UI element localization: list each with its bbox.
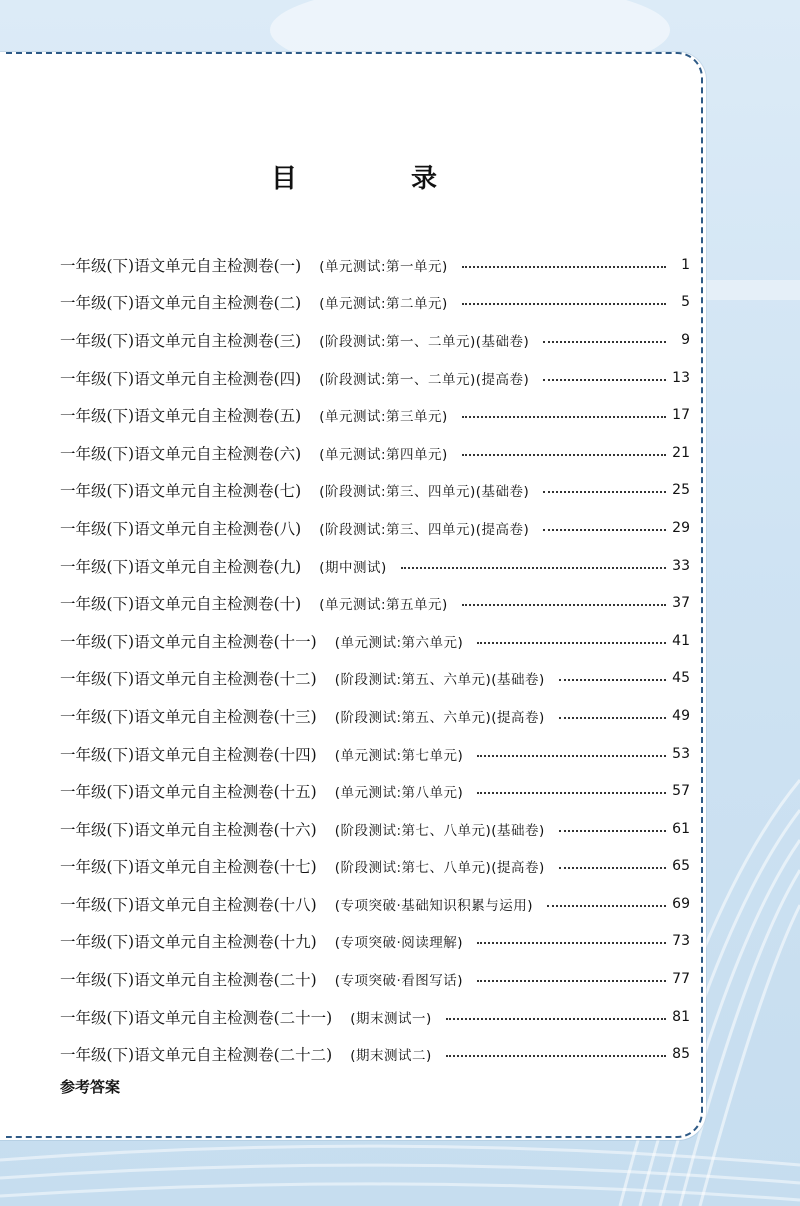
toc-entry[interactable] xyxy=(60,472,690,510)
toc-entry-title: 一年级(下)语文单元自主检测卷(二十二) xyxy=(60,1046,333,1065)
toc-dot-leader xyxy=(543,529,666,531)
toc-entry[interactable] xyxy=(60,396,690,434)
toc-entry-subtitle: (专项突破·阅读理解) xyxy=(334,935,464,952)
toc-entry-title: 一年级(下)语文单元自主检测卷(十九) xyxy=(60,933,317,952)
page-title: 目 录 xyxy=(270,164,481,194)
toc-dot-leader xyxy=(462,303,666,305)
toc-entry[interactable] xyxy=(60,321,690,359)
toc-dot-leader xyxy=(462,266,666,268)
toc-entry-subtitle: (专项突破·看图写话) xyxy=(334,973,464,990)
toc-entry-page-number: 81 xyxy=(672,1008,690,1025)
toc-entry-page-number: 1 xyxy=(681,256,690,273)
toc-entry-title: 一年级(下)语文单元自主检测卷(五) xyxy=(60,407,302,426)
toc-entry-page-number: 25 xyxy=(672,482,690,499)
answers-heading: 参考答案 xyxy=(60,1078,121,1096)
toc-entry-title: 一年级(下)语文单元自主检测卷(十二) xyxy=(60,670,317,689)
toc-entry[interactable] xyxy=(60,622,690,660)
toc-entry[interactable] xyxy=(60,998,690,1036)
toc-entry-subtitle: (阶段测试:第五、六单元)(基础卷) xyxy=(334,672,545,689)
toc-entry-page-number: 41 xyxy=(672,632,690,649)
toc-entry-page-number: 61 xyxy=(672,820,690,837)
toc-entry-title: 一年级(下)语文单元自主检测卷(八) xyxy=(60,519,302,538)
toc-entry[interactable] xyxy=(60,547,690,585)
toc-entry[interactable] xyxy=(60,584,690,622)
toc-dot-leader xyxy=(543,379,666,381)
toc-entry[interactable] xyxy=(60,772,690,810)
toc-entry-subtitle: (单元测试:第一单元) xyxy=(319,258,448,275)
toc-entry-subtitle: (阶段测试:第五、六单元)(提高卷) xyxy=(334,709,545,726)
toc-dot-leader xyxy=(462,604,666,606)
toc-entry-page-number: 45 xyxy=(672,670,690,687)
toc-entry-subtitle: (期中测试) xyxy=(319,559,387,576)
toc-entry-subtitle: (阶段测试:第七、八单元)(基础卷) xyxy=(334,822,545,839)
toc-entry-page-number: 73 xyxy=(672,933,690,950)
toc-entry-subtitle: (阶段测试:第三、四单元)(提高卷) xyxy=(319,521,530,538)
toc-entry[interactable] xyxy=(60,246,690,284)
toc-dot-leader xyxy=(477,792,666,794)
toc-entry-title: 一年级(下)语文单元自主检测卷(二十一) xyxy=(60,1008,333,1027)
toc-entry-title: 一年级(下)语文单元自主检测卷(十六) xyxy=(60,820,317,839)
toc-dot-leader xyxy=(462,454,666,456)
toc-entry[interactable] xyxy=(60,735,690,773)
toc-entry[interactable] xyxy=(60,359,690,397)
toc-entry-title: 一年级(下)语文单元自主检测卷(二) xyxy=(60,294,302,313)
toc-dot-leader xyxy=(477,642,666,644)
toc-entry-page-number: 65 xyxy=(672,858,690,875)
toc-dot-leader xyxy=(477,942,666,944)
toc-dot-leader xyxy=(446,1055,666,1057)
toc-entry-page-number: 13 xyxy=(672,369,690,386)
toc-entry-subtitle: (期末测试一) xyxy=(350,1010,432,1027)
toc-entry-title: 一年级(下)语文单元自主检测卷(二十) xyxy=(60,971,317,990)
toc-entry-title: 一年级(下)语文单元自主检测卷(十) xyxy=(60,595,302,614)
toc-entry-title: 一年级(下)语文单元自主检测卷(十三) xyxy=(60,707,317,726)
toc-entry-title: 一年级(下)语文单元自主检测卷(一) xyxy=(60,256,302,275)
toc-entry-page-number: 21 xyxy=(672,444,690,461)
toc-entry-subtitle: (单元测试:第七单元) xyxy=(334,747,464,764)
toc-dot-leader xyxy=(401,567,666,569)
toc-entry-page-number: 77 xyxy=(672,971,690,988)
toc-entry[interactable] xyxy=(60,960,690,998)
toc-dot-leader xyxy=(462,416,666,418)
toc-entry-title: 一年级(下)语文单元自主检测卷(十一) xyxy=(60,632,317,651)
toc-entry[interactable] xyxy=(60,848,690,886)
toc-entry-page-number: 33 xyxy=(672,557,690,574)
toc-entry-title: 一年级(下)语文单元自主检测卷(三) xyxy=(60,331,302,350)
toc-entry-page-number: 49 xyxy=(672,707,690,724)
toc-entry[interactable] xyxy=(60,1035,690,1073)
toc-dot-leader xyxy=(559,830,666,832)
toc-entry-title: 一年级(下)语文单元自主检测卷(四) xyxy=(60,369,302,388)
toc-entry-subtitle: (阶段测试:第七、八单元)(提高卷) xyxy=(334,860,545,877)
toc-entry[interactable] xyxy=(60,697,690,735)
toc-entry[interactable] xyxy=(60,810,690,848)
toc-entry-subtitle: (单元测试:第八单元) xyxy=(334,785,464,802)
toc-entry-subtitle: (单元测试:第六单元) xyxy=(334,634,464,651)
toc-entry-title: 一年级(下)语文单元自主检测卷(九) xyxy=(60,557,302,576)
toc-entry-page-number: 17 xyxy=(672,407,690,424)
toc-entry-title: 一年级(下)语文单元自主检测卷(十四) xyxy=(60,745,317,764)
toc-entry-title: 一年级(下)语文单元自主检测卷(六) xyxy=(60,444,302,463)
toc-entry-title: 一年级(下)语文单元自主检测卷(七) xyxy=(60,482,302,501)
toc-entry-subtitle: (阶段测试:第一、二单元)(提高卷) xyxy=(319,371,530,388)
toc-entry-subtitle: (单元测试:第二单元) xyxy=(319,296,448,313)
toc-dot-leader xyxy=(559,679,666,681)
toc-dot-leader xyxy=(477,980,666,982)
toc-entry-title: 一年级(下)语文单元自主检测卷(十八) xyxy=(60,895,317,914)
toc-dot-leader xyxy=(543,491,666,493)
toc-dot-leader xyxy=(543,341,666,343)
toc-entry-page-number: 5 xyxy=(681,294,690,311)
toc-entry-page-number: 53 xyxy=(672,745,690,762)
toc-entry-subtitle: (阶段测试:第一、二单元)(基础卷) xyxy=(319,333,530,350)
toc-entry[interactable] xyxy=(60,923,690,961)
toc-entry-page-number: 57 xyxy=(672,783,690,800)
toc-entry-subtitle: (阶段测试:第三、四单元)(基础卷) xyxy=(319,484,530,501)
toc-entry-page-number: 85 xyxy=(672,1046,690,1063)
toc-entry-subtitle: (单元测试:第四单元) xyxy=(319,446,448,463)
toc-dot-leader xyxy=(477,755,666,757)
toc-entry[interactable] xyxy=(60,885,690,923)
table-of-contents xyxy=(60,246,690,1073)
toc-entry-page-number: 9 xyxy=(681,331,690,348)
toc-entry-page-number: 69 xyxy=(672,895,690,912)
toc-entry-subtitle: (专项突破·基础知识积累与运用) xyxy=(334,897,534,914)
toc-entry-title: 一年级(下)语文单元自主检测卷(十五) xyxy=(60,783,317,802)
toc-entry-subtitle: (单元测试:第五单元) xyxy=(319,597,448,614)
toc-dot-leader xyxy=(547,905,666,907)
toc-dot-leader xyxy=(559,867,666,869)
toc-entry-page-number: 37 xyxy=(672,595,690,612)
toc-entry-subtitle: (单元测试:第三单元) xyxy=(319,409,448,426)
toc-dot-leader xyxy=(559,717,666,719)
toc-entry-title: 一年级(下)语文单元自主检测卷(十七) xyxy=(60,858,317,877)
toc-dot-leader xyxy=(446,1018,666,1020)
toc-entry[interactable] xyxy=(60,509,690,547)
toc-entry-subtitle: (期末测试二) xyxy=(350,1048,432,1065)
toc-entry[interactable] xyxy=(60,660,690,698)
toc-entry-page-number: 29 xyxy=(672,519,690,536)
toc-entry[interactable] xyxy=(60,284,690,322)
toc-entry[interactable] xyxy=(60,434,690,472)
